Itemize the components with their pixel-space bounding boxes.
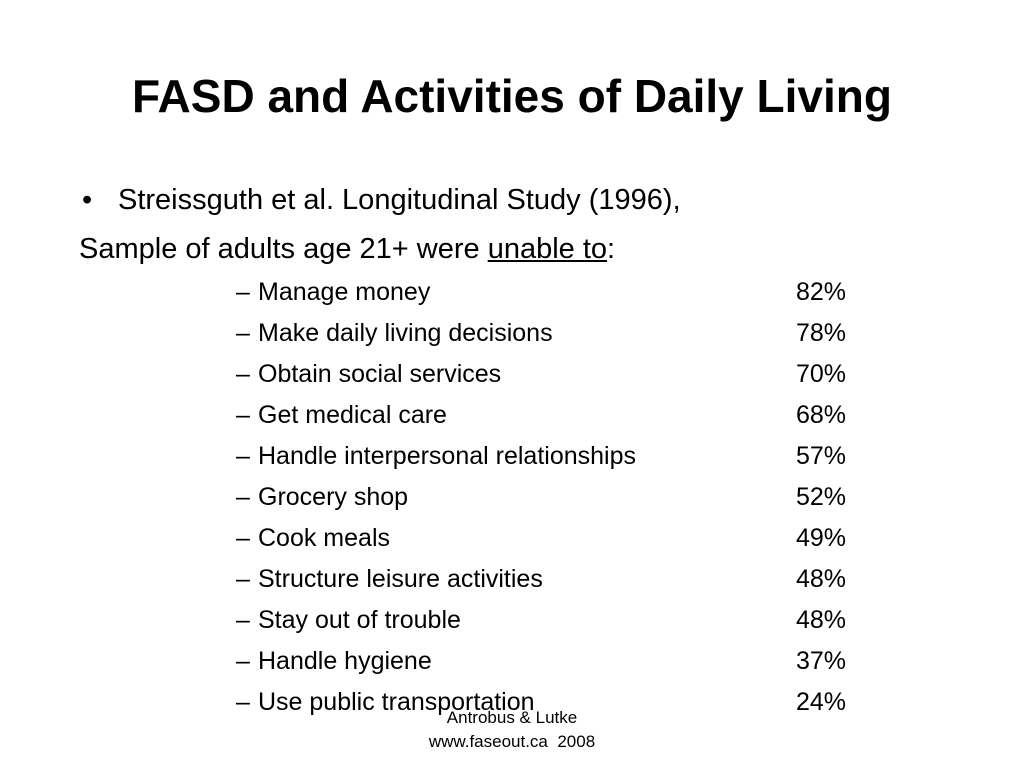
activity-percent: 48% [796,565,847,593]
list-item [236,519,876,560]
activity-percent: 57% [796,442,847,470]
list-item [236,355,876,396]
dash-marker: – [236,565,250,593]
list-item [236,396,876,437]
bullet-marker: • [82,184,93,216]
activity-percent: 52% [796,483,847,511]
list-item [236,560,876,601]
activity-label: Handle interpersonal relationships [258,442,637,470]
list-item [236,478,876,519]
dash-marker: – [236,278,250,306]
activity-label: Use public transportation [258,688,535,716]
list-item [236,437,876,478]
activity-percent: 78% [796,319,847,347]
intro-bullet [82,180,681,220]
activity-percent: 68% [796,401,847,429]
dash-marker: – [236,688,250,716]
intro-line-1: Streissguth et al. Longitudinal Study (1996), [118,184,681,216]
activity-percent: 49% [796,524,847,552]
dash-marker: – [236,524,250,552]
footer-credit [392,706,632,754]
activity-list [236,273,876,724]
dash-marker: – [236,401,250,429]
list-item [236,601,876,642]
dash-marker: – [236,606,250,634]
activity-label: Cook meals [258,524,390,552]
activity-percent: 82% [796,278,847,306]
activity-percent: 48% [796,606,847,634]
list-item [236,642,876,683]
activity-label: Stay out of trouble [258,606,461,634]
activity-label: Handle hygiene [258,647,432,675]
activity-percent: 37% [796,647,847,675]
activity-label: Manage money [258,278,431,306]
activity-label: Make daily living decisions [258,319,553,347]
dash-marker: – [236,360,250,388]
dash-marker: – [236,483,250,511]
activity-percent: 24% [796,688,847,716]
slide-title: FASD and Activities of Daily Living [132,70,892,122]
intro-line-2-emphasis: unable to [487,233,608,265]
footer-website: www.faseout.ca 2008 [428,732,596,751]
list-item [236,273,876,314]
intro-line-2-suffix: : [607,233,616,265]
list-item [236,314,876,355]
activity-label: Get medical care [258,401,447,429]
intro-line-2-prefix: Sample of adults age 21+ were [79,233,488,265]
dash-marker: – [236,319,250,347]
dash-marker: – [236,647,250,675]
activity-label: Obtain social services [258,360,502,388]
intro-line-2 [79,229,615,269]
activity-label: Structure leisure activities [258,565,543,593]
footer-authors: Antrobus & Lutke [446,708,578,727]
activity-label: Grocery shop [258,483,409,511]
dash-marker: – [236,442,250,470]
activity-percent: 70% [796,360,847,388]
